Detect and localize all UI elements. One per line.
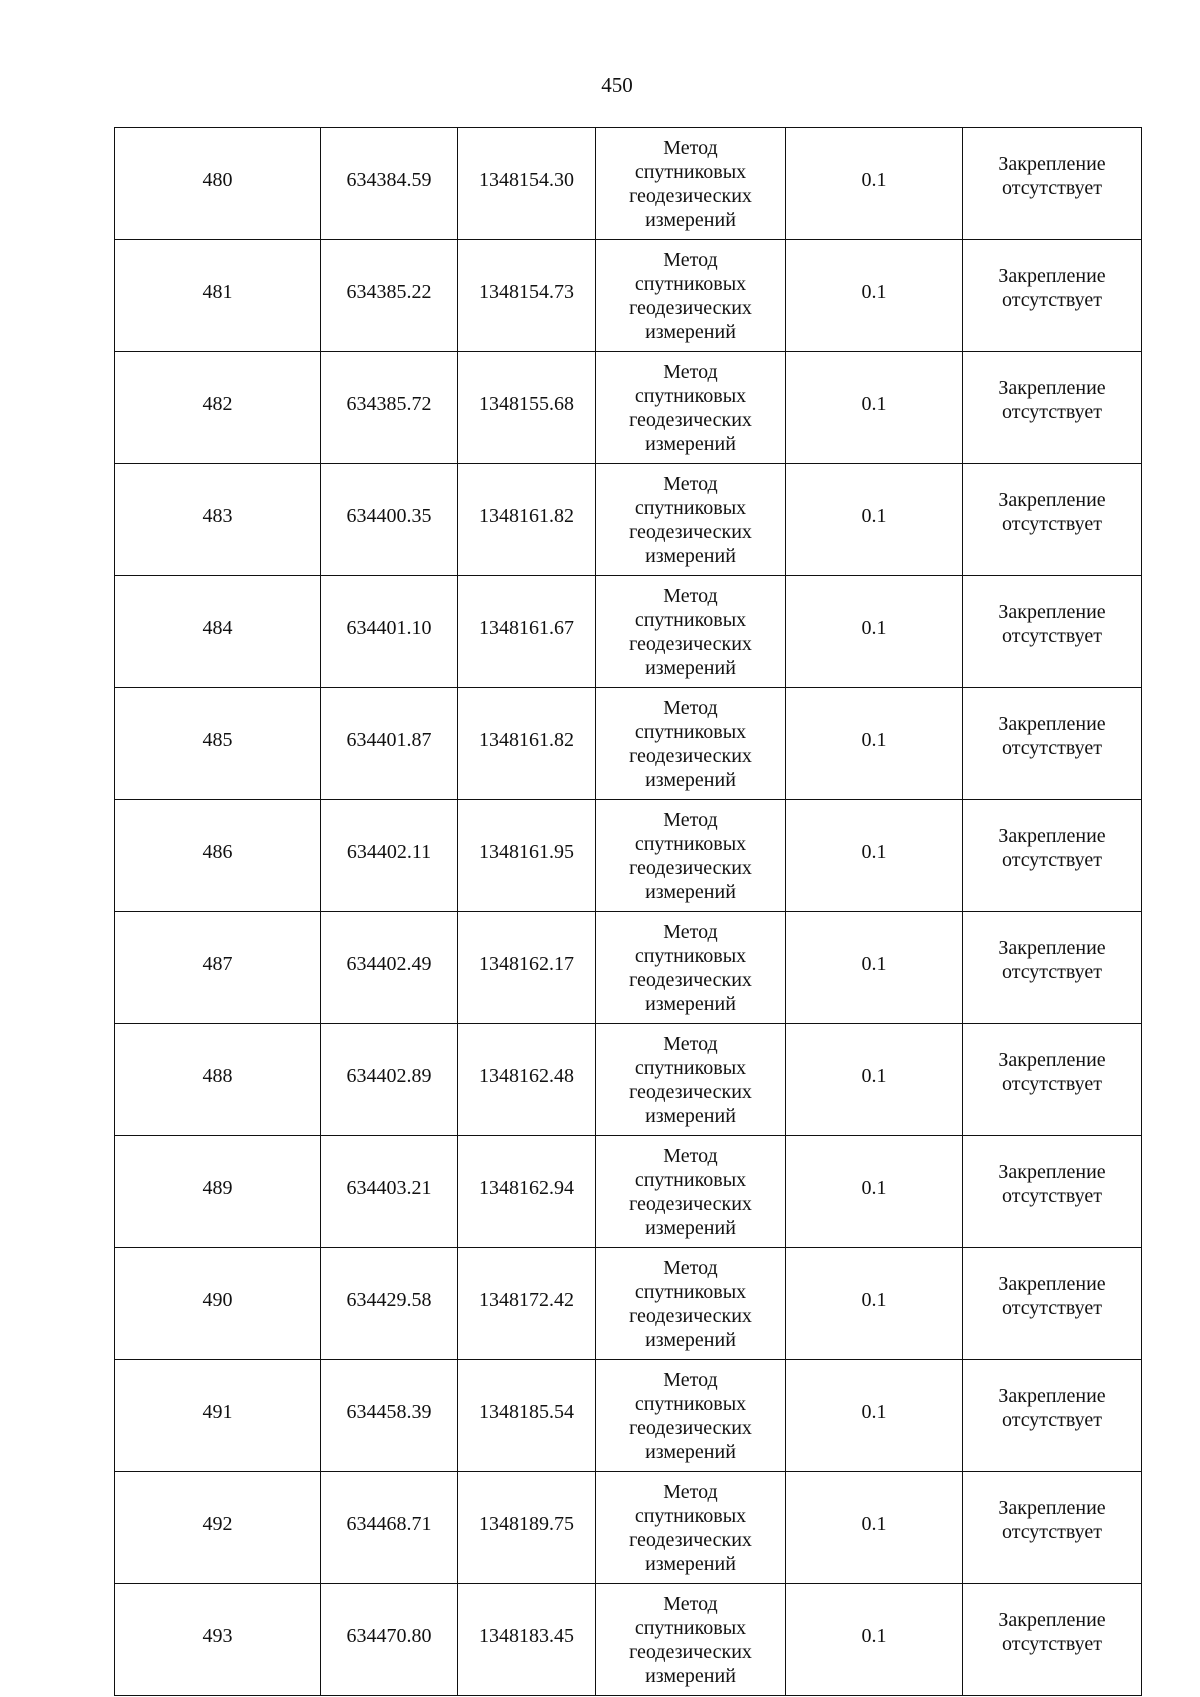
point-number-cell: 486 — [115, 800, 321, 912]
method-line: измерений — [645, 208, 736, 231]
fixing-cell — [963, 800, 1142, 912]
table-row — [115, 1136, 1142, 1248]
method-line: Метод — [663, 248, 718, 271]
method-line: спутниковых — [634, 944, 747, 967]
x-coordinate-cell: 634402.89 — [321, 1024, 458, 1136]
y-coordinate-cell: 1348154.73 — [458, 240, 596, 352]
fixing-line: Закрепление — [998, 600, 1106, 623]
method-line: спутниковых — [634, 608, 747, 631]
y-coordinate-cell: 1348189.75 — [458, 1472, 596, 1584]
fixing-cell — [963, 128, 1142, 240]
table-row — [115, 464, 1142, 576]
method-line: измерений — [645, 320, 736, 343]
fixing-line: Закрепление — [998, 1384, 1106, 1407]
y-coordinate-cell: 1348162.17 — [458, 912, 596, 1024]
fixing-line: отсутствует — [1001, 624, 1103, 647]
method-line: измерений — [645, 1552, 736, 1575]
method-cell — [596, 352, 786, 464]
y-coordinate-cell: 1348161.82 — [458, 464, 596, 576]
accuracy-cell: 0.1 — [786, 800, 963, 912]
fixing-cell — [963, 1584, 1142, 1696]
fixing-cell — [963, 1248, 1142, 1360]
method-line: спутниковых — [634, 1280, 747, 1303]
fixing-line: Закрепление — [998, 712, 1106, 735]
accuracy-cell: 0.1 — [786, 1360, 963, 1472]
y-coordinate-cell: 1348185.54 — [458, 1360, 596, 1472]
fixing-line: Закрепление — [998, 264, 1106, 287]
method-cell — [596, 1360, 786, 1472]
fixing-cell — [963, 240, 1142, 352]
fixing-line: отсутствует — [1001, 176, 1103, 199]
y-coordinate-cell: 1348155.68 — [458, 352, 596, 464]
x-coordinate-cell: 634470.80 — [321, 1584, 458, 1696]
method-line: спутниковых — [634, 720, 747, 743]
accuracy-cell: 0.1 — [786, 912, 963, 1024]
y-coordinate-cell: 1348183.45 — [458, 1584, 596, 1696]
point-number-cell: 484 — [115, 576, 321, 688]
fixing-line: отсутствует — [1001, 512, 1103, 535]
method-line: спутниковых — [634, 1616, 747, 1639]
method-cell — [596, 800, 786, 912]
fixing-line: Закрепление — [998, 1496, 1106, 1519]
x-coordinate-cell: 634401.10 — [321, 576, 458, 688]
method-line: спутниковых — [634, 1392, 747, 1415]
accuracy-cell: 0.1 — [786, 1136, 963, 1248]
method-cell — [596, 576, 786, 688]
y-coordinate-cell: 1348172.42 — [458, 1248, 596, 1360]
method-line: Метод — [663, 360, 718, 383]
y-coordinate-cell: 1348154.30 — [458, 128, 596, 240]
method-cell — [596, 1024, 786, 1136]
x-coordinate-cell: 634400.35 — [321, 464, 458, 576]
method-line: геодезических — [629, 184, 752, 207]
point-number-cell: 488 — [115, 1024, 321, 1136]
method-line: Метод — [663, 1032, 718, 1055]
method-line: Метод — [663, 136, 718, 159]
y-coordinate-cell: 1348162.94 — [458, 1136, 596, 1248]
method-line: измерений — [645, 1328, 736, 1351]
accuracy-cell: 0.1 — [786, 1472, 963, 1584]
accuracy-cell: 0.1 — [786, 464, 963, 576]
method-line: Метод — [663, 472, 718, 495]
method-line: Метод — [663, 584, 718, 607]
fixing-line: отсутствует — [1001, 400, 1103, 423]
method-line: измерений — [645, 1664, 736, 1687]
x-coordinate-cell: 634385.22 — [321, 240, 458, 352]
fixing-line: отсутствует — [1001, 1408, 1103, 1431]
method-line: измерений — [645, 880, 736, 903]
table-row — [115, 1472, 1142, 1584]
method-line: измерений — [645, 1216, 736, 1239]
point-number-cell: 487 — [115, 912, 321, 1024]
method-line: спутниковых — [634, 160, 747, 183]
method-line: Метод — [663, 1592, 718, 1615]
point-number-cell: 489 — [115, 1136, 321, 1248]
accuracy-cell: 0.1 — [786, 1248, 963, 1360]
x-coordinate-cell: 634468.71 — [321, 1472, 458, 1584]
method-line: геодезических — [629, 1304, 752, 1327]
method-line: измерений — [645, 544, 736, 567]
point-number-cell: 482 — [115, 352, 321, 464]
method-line: Метод — [663, 1368, 718, 1391]
table-row — [115, 1360, 1142, 1472]
x-coordinate-cell: 634385.72 — [321, 352, 458, 464]
method-cell — [596, 1248, 786, 1360]
table-row — [115, 240, 1142, 352]
method-line: спутниковых — [634, 496, 747, 519]
table-row — [115, 576, 1142, 688]
table-row — [115, 352, 1142, 464]
method-line: спутниковых — [634, 1504, 747, 1527]
method-line: Метод — [663, 808, 718, 831]
method-line: Метод — [663, 696, 718, 719]
method-line: Метод — [663, 1144, 718, 1167]
fixing-cell — [963, 912, 1142, 1024]
accuracy-cell: 0.1 — [786, 352, 963, 464]
point-number-cell: 483 — [115, 464, 321, 576]
point-number-cell: 491 — [115, 1360, 321, 1472]
fixing-line: Закрепление — [998, 1048, 1106, 1071]
fixing-line: Закрепление — [998, 824, 1106, 847]
table-row — [115, 1024, 1142, 1136]
method-line: измерений — [645, 432, 736, 455]
method-line: геодезических — [629, 1528, 752, 1551]
fixing-line: Закрепление — [998, 1160, 1106, 1183]
accuracy-cell: 0.1 — [786, 128, 963, 240]
x-coordinate-cell: 634403.21 — [321, 1136, 458, 1248]
y-coordinate-cell: 1348161.82 — [458, 688, 596, 800]
y-coordinate-cell: 1348161.95 — [458, 800, 596, 912]
method-cell — [596, 464, 786, 576]
x-coordinate-cell: 634401.87 — [321, 688, 458, 800]
table-body — [115, 128, 1142, 1696]
method-line: геодезических — [629, 744, 752, 767]
fixing-line: отсутствует — [1001, 288, 1103, 311]
method-line: геодезических — [629, 1640, 752, 1663]
y-coordinate-cell: 1348162.48 — [458, 1024, 596, 1136]
point-number-cell: 481 — [115, 240, 321, 352]
method-line: геодезических — [629, 968, 752, 991]
method-line: Метод — [663, 920, 718, 943]
table-row — [115, 800, 1142, 912]
accuracy-cell: 0.1 — [786, 688, 963, 800]
table-row — [115, 128, 1142, 240]
method-cell — [596, 912, 786, 1024]
x-coordinate-cell: 634402.11 — [321, 800, 458, 912]
fixing-line: отсутствует — [1001, 736, 1103, 759]
accuracy-cell: 0.1 — [786, 240, 963, 352]
fixing-line: Закрепление — [998, 152, 1106, 175]
method-line: спутниковых — [634, 384, 747, 407]
method-line: измерений — [645, 768, 736, 791]
fixing-line: Закрепление — [998, 1608, 1106, 1631]
fixing-line: Закрепление — [998, 936, 1106, 959]
fixing-cell — [963, 1472, 1142, 1584]
fixing-cell — [963, 688, 1142, 800]
table-row — [115, 1248, 1142, 1360]
method-line: геодезических — [629, 296, 752, 319]
point-number-cell: 490 — [115, 1248, 321, 1360]
method-line: измерений — [645, 992, 736, 1015]
page-number: 450 — [601, 73, 633, 97]
method-line: измерений — [645, 656, 736, 679]
fixing-line: отсутствует — [1001, 960, 1103, 983]
fixing-cell — [963, 1136, 1142, 1248]
fixing-line: отсутствует — [1001, 1632, 1103, 1655]
point-number-cell: 485 — [115, 688, 321, 800]
method-line: геодезических — [629, 520, 752, 543]
fixing-line: отсутствует — [1001, 848, 1103, 871]
method-line: спутниковых — [634, 272, 747, 295]
method-line: Метод — [663, 1480, 718, 1503]
x-coordinate-cell: 634458.39 — [321, 1360, 458, 1472]
method-cell — [596, 1472, 786, 1584]
point-number-cell: 492 — [115, 1472, 321, 1584]
table-row — [115, 912, 1142, 1024]
method-line: Метод — [663, 1256, 718, 1279]
method-cell — [596, 1584, 786, 1696]
accuracy-cell: 0.1 — [786, 1024, 963, 1136]
x-coordinate-cell: 634429.58 — [321, 1248, 458, 1360]
fixing-cell — [963, 576, 1142, 688]
method-line: спутниковых — [634, 1168, 747, 1191]
y-coordinate-cell: 1348161.67 — [458, 576, 596, 688]
method-line: спутниковых — [634, 1056, 747, 1079]
method-line: измерений — [645, 1440, 736, 1463]
table-row — [115, 688, 1142, 800]
fixing-line: Закрепление — [998, 376, 1106, 399]
method-cell — [596, 688, 786, 800]
fixing-line: Закрепление — [998, 1272, 1106, 1295]
fixing-line: отсутствует — [1001, 1296, 1103, 1319]
accuracy-cell: 0.1 — [786, 576, 963, 688]
fixing-cell — [963, 464, 1142, 576]
method-line: измерений — [645, 1104, 736, 1127]
method-line: геодезических — [629, 632, 752, 655]
fixing-line: Закрепление — [998, 488, 1106, 511]
method-line: геодезических — [629, 1192, 752, 1215]
coordinates-table — [114, 127, 1142, 1696]
accuracy-cell: 0.1 — [786, 1584, 963, 1696]
fixing-cell — [963, 1024, 1142, 1136]
fixing-cell — [963, 352, 1142, 464]
method-line: геодезических — [629, 408, 752, 431]
method-line: геодезических — [629, 856, 752, 879]
method-cell — [596, 240, 786, 352]
fixing-line: отсутствует — [1001, 1184, 1103, 1207]
method-cell — [596, 1136, 786, 1248]
table-row — [115, 1584, 1142, 1696]
method-line: геодезических — [629, 1416, 752, 1439]
fixing-cell — [963, 1360, 1142, 1472]
fixing-line: отсутствует — [1001, 1072, 1103, 1095]
method-cell — [596, 128, 786, 240]
x-coordinate-cell: 634384.59 — [321, 128, 458, 240]
method-line: геодезических — [629, 1080, 752, 1103]
method-line: спутниковых — [634, 832, 747, 855]
x-coordinate-cell: 634402.49 — [321, 912, 458, 1024]
fixing-line: отсутствует — [1001, 1520, 1103, 1543]
point-number-cell: 480 — [115, 128, 321, 240]
point-number-cell: 493 — [115, 1584, 321, 1696]
